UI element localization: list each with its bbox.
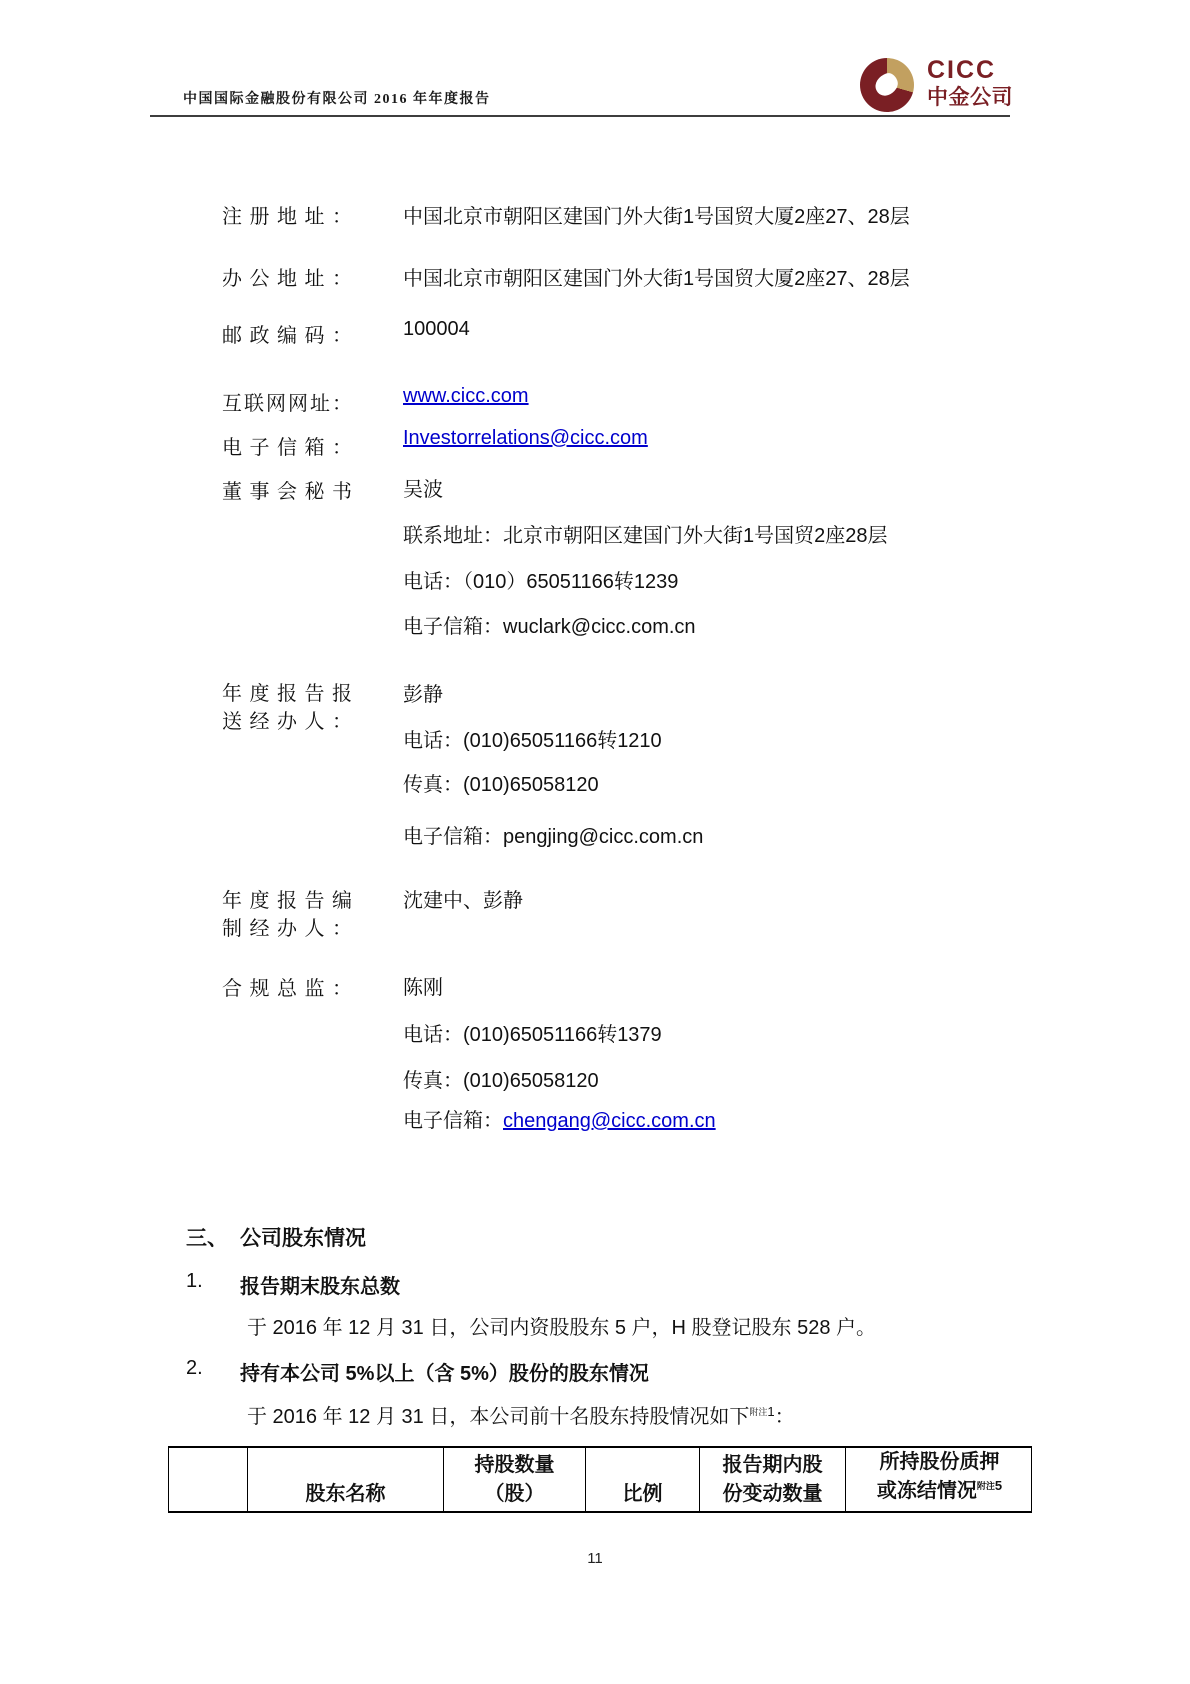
cicc-logo-icon [860,58,914,112]
board-secretary-label: 董事会秘书 [222,481,352,503]
item2-body-colon: ： [774,1406,795,1428]
item2-footnote-label: 附注 [749,1407,768,1417]
cicc-logo-icon-hole [872,71,901,99]
board-secretary-email: 电子信箱：wuclark@cicc.com.cn [403,616,696,638]
report-preparer-label-line2: 制经办人： [222,918,352,940]
office-address-value: 中国北京市朝阳区建国门外大街1号国贸大厦2座27、28层 [403,268,910,290]
report-submitter-label-line2: 送经办人： [222,711,352,733]
board-secretary-phone: 电话：（010）65051166转1239 [403,571,679,593]
compliance-director-fax: 传真：(010)65058120 [403,1070,599,1092]
table-header-index-cell [169,1448,248,1513]
company-email-label: 电子信箱： [222,437,352,459]
report-preparer-names: 沈建中、彭静 [403,890,523,912]
item1-body: 于 2016 年 12 月 31 日，公司内资股股东 5 户，H 股登记股东 528 户。 [247,1317,877,1339]
company-email-link[interactable]: Investorrelations@cicc.com [403,427,648,449]
cicc-logo-text-zh: 中金公司 [927,86,1013,109]
item2-body-text: 于 2016 年 12 月 31 日，本公司前十名股东持股情况如下 [247,1406,750,1428]
item2-footnote-number: 1 [767,1404,775,1419]
table-header-share-change: 报告期内股 份变动数量 [700,1448,846,1513]
report-submitter-name: 彭静 [403,684,443,706]
report-submitter-email: 电子信箱：pengjing@cicc.com.cn [403,826,704,848]
registered-address-value: 中国北京市朝阳区建国门外大街1号国贸大厦2座27、28层 [403,206,910,228]
cicc-logo [860,58,1013,112]
compliance-director-name: 陈刚 [403,977,443,999]
report-submitter-fax: 传真：(010)65058120 [403,774,599,796]
header-divider-line [150,115,1010,117]
table-header-shareholder-name: 股东名称 [248,1448,444,1513]
table-footnote-number: 5 [994,1478,1003,1493]
table-header-shares-held: 持股数量 （股） [444,1448,586,1513]
item1-number: 1. [186,1270,203,1292]
website-link-wrap [403,385,529,408]
registered-address-label: 注册地址： [222,206,352,228]
website-link[interactable]: www.cicc.com [403,385,529,407]
postcode-value: 100004 [403,318,470,340]
compliance-director-email-row [403,1104,716,1133]
cicc-logo-text-en: CICC [927,56,997,84]
report-submitter-label-line1: 年度报告报 [222,683,352,705]
office-address-label: 办公地址： [222,268,352,290]
compliance-director-label: 合规总监： [222,978,352,1000]
top-shareholders-table [168,1446,1032,1513]
item2-body [247,1400,795,1429]
postcode-label: 邮政编码： [222,325,352,347]
report-submitter-phone: 电话：(010)65051166转1210 [403,730,662,752]
board-secretary-name: 吴波 [403,479,443,501]
website-label: 互联网网址： [222,393,352,415]
board-secretary-address: 联系地址：北京市朝阳区建国门外大街1号国贸2座28层 [403,525,888,547]
compliance-director-phone: 电话：(010)65051166转1379 [403,1024,662,1046]
table-header-percentage: 比例 [586,1448,700,1513]
item2-title: 持有本公司 5%以上（含 5%）股份的股东情况 [240,1363,649,1385]
page-number: 11 [587,1550,603,1567]
compliance-email-prefix: 电子信箱： [403,1110,503,1132]
table-header-pledged-frozen: 所持股份质押 或冻结情况$^{附注5}$ [846,1448,1033,1513]
compliance-email-link[interactable]: chengang@cicc.com.cn [503,1110,716,1132]
item1-title: 报告期末股东总数 [240,1276,400,1298]
cicc-logo-text [927,58,1013,108]
company-email-link-wrap [403,427,648,450]
document-header-title: 中国国际金融股份有限公司 2016 年年度报告 [183,92,491,107]
item2-number: 2. [186,1357,203,1379]
section3-title: 公司股东情况 [240,1227,366,1250]
table-header-pledged-frozen-line2: 或冻结情况$^{附注5}$ [876,1478,1003,1502]
section3-number: 三、 [186,1227,228,1250]
table-footnote-label: 附注 [976,1481,995,1491]
report-preparer-label-line1: 年度报告编 [222,890,352,912]
